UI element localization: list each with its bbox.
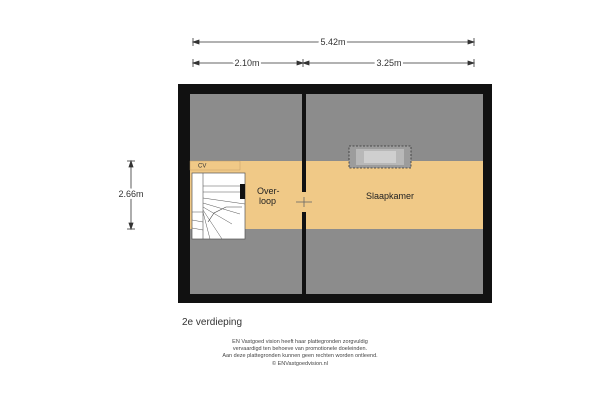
landing-label-line2: loop: [259, 196, 277, 206]
cv-label: CV: [198, 163, 207, 170]
skylight: [349, 146, 411, 168]
disclaimer-line: Aan deze plattegronden kunnen geen rechten worden ontleend.: [222, 353, 378, 360]
disclaimer: [0, 339, 600, 368]
dimension-right-width-label: 3.25m: [376, 58, 402, 68]
disclaimer-line: © ENVastgoedvision.nl: [272, 360, 328, 367]
landing-label-line1: Over-: [257, 186, 280, 196]
disclaimer-line: vervaardigd ten behoeve van promotionele doeleinden.: [232, 346, 368, 353]
floor-label: 2e verdieping: [182, 317, 243, 328]
dimension-left-width-label: 2.10m: [234, 58, 260, 68]
disclaimer-line: EN Vastgoed vision heeft haar plattegronden zorgvuldig: [232, 339, 368, 345]
dimension-depth-label: 2.66m: [118, 189, 144, 199]
staircase: [192, 173, 245, 239]
dimension-total-width-label: 5.42m: [320, 37, 346, 47]
bedroom-label: Slaapkamer: [365, 191, 415, 201]
